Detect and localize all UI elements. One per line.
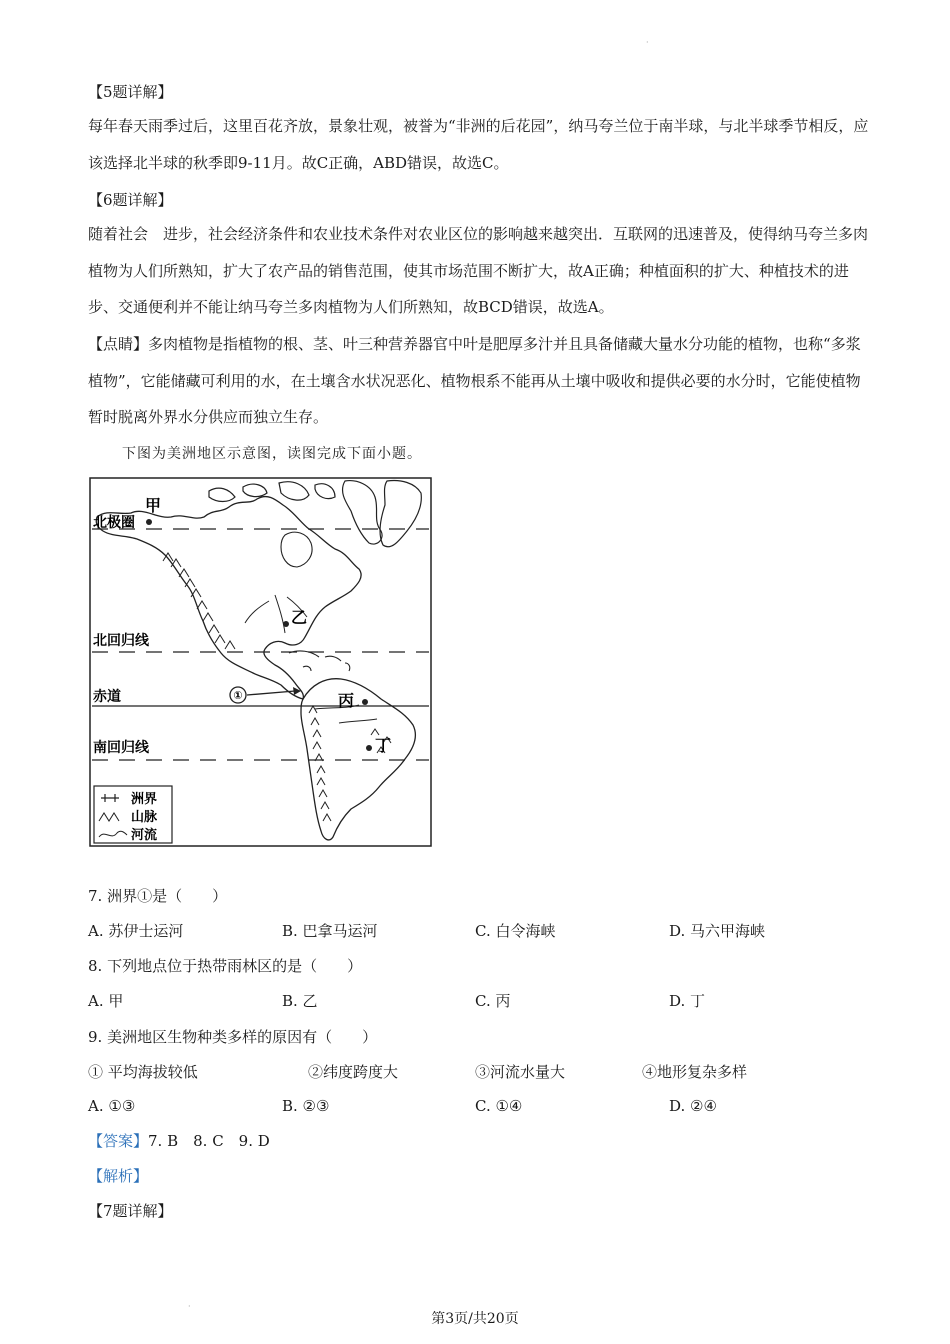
tropic-capricorn-label: 南回归线: [93, 740, 149, 756]
point-bing-label: 丙: [338, 691, 355, 710]
q6-body: 随着社会 进步，社会经济条件和农业技术条件对农业区位的影响越来越突出．互联网的迅速普及，使得纳马夸兰多肉植物为人们所熟知，扩大了农产品的销售范围，使其市场范围不断扩大，故A正确；种植面积的扩大、种植技术的进步、交通便利并不能让纳马夸兰多肉植物为人们所熟知，故BCD错误，故选A。: [88, 225, 869, 316]
q9-option-d: D. ②④: [669, 1097, 717, 1115]
q7-option-a: A. 苏伊士运河: [88, 922, 184, 940]
point-ding-label: 丁: [375, 736, 392, 755]
q8-option-a: A. 甲: [88, 992, 124, 1010]
q8-option-d: D. 丁: [669, 992, 706, 1010]
q8-stem: 8. 下列地点位于热带雨林区的是（ ）: [88, 957, 363, 975]
point-yi: [283, 621, 289, 627]
q7-stem: 7. 洲界①是（ ）: [88, 887, 228, 905]
arctic-circle-label: 北极圈: [93, 515, 135, 531]
q7-header: 【7题详解】: [88, 1202, 173, 1220]
q9-option-c: C. ①④: [475, 1097, 523, 1115]
q8-option-c: C. 丙: [475, 992, 511, 1010]
q7-option-d: D. 马六甲海峡: [669, 922, 766, 940]
q9-option-a: A. ①③: [88, 1097, 136, 1115]
point-bing: [362, 699, 368, 705]
dianjing-paragraph: [88, 326, 873, 436]
q9-reason-3: ③河流水量大: [475, 1063, 566, 1081]
q7-option-b: B. 巴拿马运河: [282, 922, 378, 940]
equator-label: 赤道: [93, 689, 121, 705]
q9-stem: 9. 美洲地区生物种类多样的原因有（ ）: [88, 1028, 378, 1046]
point-jia-label: 甲: [145, 496, 162, 515]
answer-line: [88, 1131, 270, 1151]
legend-river-label: 河流: [131, 828, 158, 843]
point-jia: [146, 519, 152, 525]
scan-dot: ·: [646, 38, 649, 47]
scan-dot-footer: ·: [188, 1302, 191, 1311]
legend-mountain-label: 山脉: [131, 810, 158, 825]
dianjing-label: 【点睛】: [88, 335, 149, 353]
americas-map: [89, 477, 432, 847]
dianjing-body: 多肉植物是指植物的根、茎、叶三种营养器官中叶是肥厚多汁并且具备储藏大量水分功能的植物，也称“多浆植物”，它能储藏可利用的水，在土壤含水状况恶化、植物根系不能再从土壤中吸收和提供必要的水分时，它能使植物暂时脱离外界水分供应而独立生存。: [88, 335, 861, 426]
answer-text: 7. B 8. C 9. D: [148, 1132, 270, 1150]
q7-option-c: C. 白令海峡: [475, 922, 556, 940]
answer-label: 【答案】: [88, 1132, 149, 1150]
page-footer: 第3页/共20页: [431, 1311, 519, 1327]
boundary-marker-label: ①: [233, 689, 243, 702]
q9-reason-1: ① 平均海拔较低: [88, 1063, 198, 1081]
q5-header: 【5题详解】: [88, 83, 173, 101]
tropic-cancer-label: 北回归线: [93, 633, 149, 649]
point-ding: [366, 745, 372, 751]
q9-reason-4: ④地形复杂多样: [642, 1063, 748, 1081]
q9-option-b: B. ②③: [282, 1097, 330, 1115]
q8-option-b: B. 乙: [282, 992, 318, 1010]
point-yi-label: 乙: [291, 608, 308, 627]
q9-reason-2: ②纬度跨度大: [308, 1063, 399, 1081]
analysis-label: 【解析】: [88, 1167, 149, 1185]
q6-header: 【6题详解】: [88, 191, 173, 209]
figure-intro: 下图为美洲地区示意图，读图完成下面小题。: [122, 446, 422, 462]
q5-body: 每年春天雨季过后，这里百花齐放，景象壮观，被誉为“非洲的后花园”，纳马夸兰位于南半球，与北半球季节相反，应该选择北半球的秋季即9-11月。故C正确，ABD错误，故选C。: [88, 117, 869, 172]
legend-boundary-label: 洲界: [131, 792, 158, 807]
